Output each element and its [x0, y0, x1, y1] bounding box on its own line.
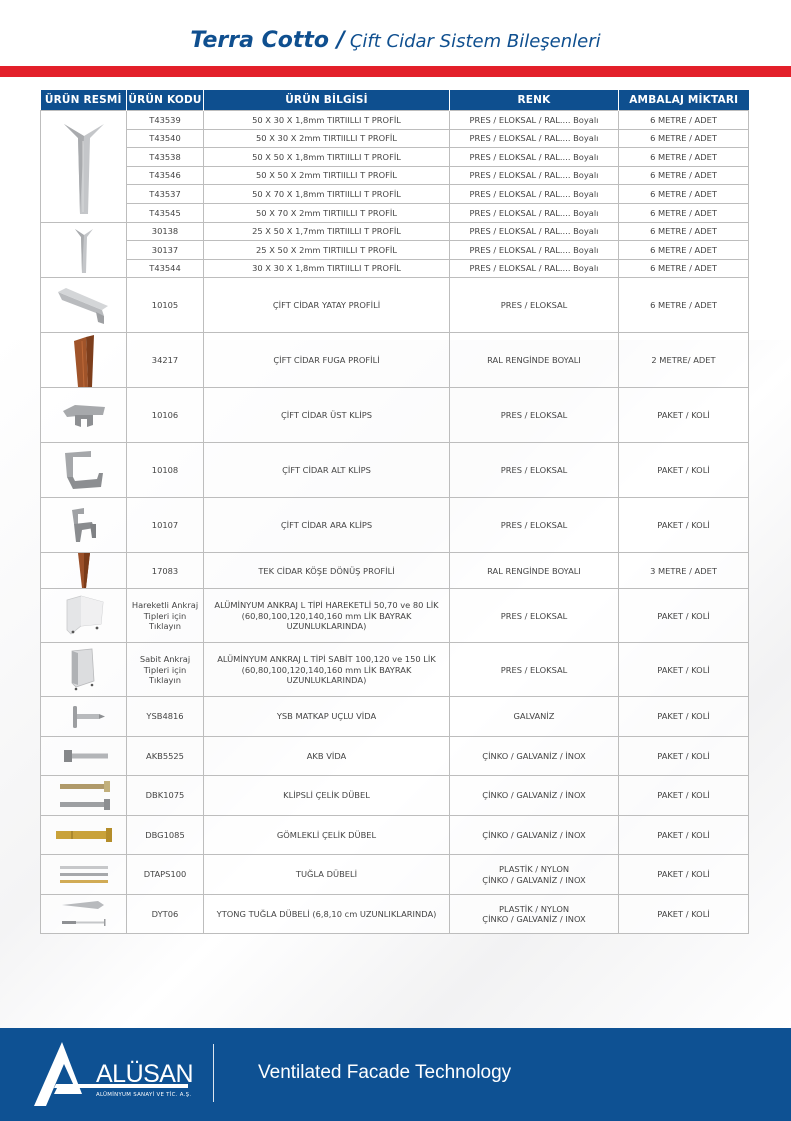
product-code: T43544: [127, 259, 204, 278]
fuga-profile-image: [41, 333, 127, 388]
product-code: 10108: [127, 443, 204, 498]
product-color: PRES / ELOKSAL: [450, 589, 619, 643]
table-row: [41, 736, 749, 776]
product-package: PAKET / KOLİ: [619, 643, 749, 697]
product-package: 6 METRE / ADET: [619, 278, 749, 333]
product-info: ALÜMİNYUM ANKRAJ L TİPİ SABİT 100,120 ve 150 LİK (60,80,100,120,140,160 mm LİK BAYRAK UZUNLUKLARINDA): [204, 643, 450, 697]
product-code: 10105: [127, 278, 204, 333]
product-info: 25 X 50 X 2mm TIRTIILLI T PROFİL: [204, 241, 450, 260]
column-header-package: AMBALAJ MİKTARI: [619, 90, 749, 111]
product-color: ÇİNKO / GALVANİZ / İNOX: [450, 776, 619, 816]
product-code: T43546: [127, 166, 204, 185]
product-package: 6 METRE / ADET: [619, 185, 749, 204]
product-color: PRES / ELOKSAL / RAL.... Boyalı: [450, 166, 619, 185]
product-info: ÇİFT CİDAR YATAY PROFİLİ: [204, 278, 450, 333]
table-row: [41, 241, 749, 260]
table-row: [41, 553, 749, 589]
product-code: 30138: [127, 222, 204, 241]
product-info: 50 X 70 X 1,8mm TIRTIILLI T PROFİL: [204, 185, 450, 204]
product-info: TUĞLA DÜBELİ: [204, 855, 450, 895]
product-info: AKB VİDA: [204, 736, 450, 776]
product-color: PRES / ELOKSAL / RAL.... Boyalı: [450, 185, 619, 204]
product-table: [40, 90, 749, 934]
logo-subtitle: ALÜMİNYUM SANAYİ VE TİC. A.Ş.: [96, 1092, 192, 1098]
product-package: 6 METRE / ADET: [619, 111, 749, 130]
table-row: [41, 166, 749, 185]
product-color: PRES / ELOKSAL: [450, 643, 619, 697]
product-package: 6 METRE / ADET: [619, 203, 749, 222]
table-row: [41, 278, 749, 333]
product-color: PRES / ELOKSAL: [450, 278, 619, 333]
table-row: [41, 776, 749, 816]
product-color-line-2: ÇİNKO / GALVANİZ / INOX: [482, 914, 586, 925]
table-row: [41, 815, 749, 855]
product-package: 6 METRE / ADET: [619, 222, 749, 241]
sleeve-anchor-image: [41, 815, 127, 855]
product-code: 34217: [127, 333, 204, 388]
product-info: 50 X 50 X 1,8mm TIRTIILLI T PROFİL: [204, 148, 450, 167]
column-header-code: ÜRÜN KODU: [127, 90, 204, 111]
product-code: DYT06: [127, 894, 204, 934]
product-package: PAKET / KOLİ: [619, 736, 749, 776]
product-color: PRES / ELOKSAL / RAL.... Boyalı: [450, 111, 619, 130]
product-package: 6 METRE / ADET: [619, 241, 749, 260]
table-row: [41, 498, 749, 553]
product-color-line-1: PLASTİK / NYLON: [498, 864, 570, 875]
corner-profile-image: [41, 553, 127, 589]
top-clip-image: [41, 388, 127, 443]
product-color: RAL RENGİNDE BOYALI: [450, 333, 619, 388]
product-package: 3 METRE / ADET: [619, 553, 749, 589]
column-header-info: ÜRÜN BİLGİSİ: [204, 90, 450, 111]
product-info: ALÜMİNYUM ANKRAJ L TİPİ HAREKETLİ 50,70 ve 80 LİK (60,80,100,120,140,160 mm LİK BAYRAK UZUNLUKLARINDA): [204, 589, 450, 643]
product-package: 6 METRE / ADET: [619, 259, 749, 278]
page-title: [0, 28, 791, 53]
t-profile-small-image: [41, 222, 127, 278]
product-package: PAKET / KOLİ: [619, 815, 749, 855]
table-row: [41, 203, 749, 222]
product-info: 50 X 30 X 2mm TIRTIILLI T PROFİL: [204, 129, 450, 148]
product-code: T43537: [127, 185, 204, 204]
t-profile-large-image: [41, 111, 127, 223]
table-row: [41, 148, 749, 167]
product-package: PAKET / KOLİ: [619, 855, 749, 895]
product-info: ÇİFT CİDAR ÜST KLİPS: [204, 388, 450, 443]
product-code: 30137: [127, 241, 204, 260]
product-package: PAKET / KOLİ: [619, 697, 749, 737]
fixed-anchor-image: [41, 643, 127, 697]
product-package: PAKET / KOLİ: [619, 776, 749, 816]
product-info: YSB MATKAP UÇLU VİDA: [204, 697, 450, 737]
product-color: PRES / ELOKSAL: [450, 498, 619, 553]
alusan-logo: [34, 1042, 194, 1108]
product-color: [450, 855, 619, 895]
fixed-anchor-link[interactable]: Sabit Ankraj Tipleri için Tıklayın: [127, 643, 204, 697]
product-info: 30 X 30 X 1,8mm TIRTIILLI T PROFİL: [204, 259, 450, 278]
product-code: DBK1075: [127, 776, 204, 816]
product-code: T43539: [127, 111, 204, 130]
table-row: [41, 855, 749, 895]
footer-bar: [0, 1028, 791, 1121]
product-color: PRES / ELOKSAL / RAL.... Boyalı: [450, 259, 619, 278]
product-code: T43538: [127, 148, 204, 167]
product-package: PAKET / KOLİ: [619, 589, 749, 643]
table-row: [41, 894, 749, 934]
product-info: 50 X 30 X 1,8mm TIRTIILLI T PROFİL: [204, 111, 450, 130]
table-row: [41, 129, 749, 148]
product-code: DBG1085: [127, 815, 204, 855]
product-color: RAL RENGİNDE BOYALI: [450, 553, 619, 589]
product-package: PAKET / KOLİ: [619, 443, 749, 498]
product-package: PAKET / KOLİ: [619, 388, 749, 443]
table-header-row: [41, 90, 749, 111]
drill-screw-image: [41, 697, 127, 737]
clip-steel-anchor-image: [41, 776, 127, 816]
bottom-clip-image: [41, 443, 127, 498]
column-header-image: ÜRÜN RESMİ: [41, 90, 127, 111]
product-code: T43545: [127, 203, 204, 222]
product-package: PAKET / KOLİ: [619, 894, 749, 934]
red-divider-bar: [0, 66, 791, 77]
table-row: [41, 111, 749, 130]
product-code: YSB4816: [127, 697, 204, 737]
page-title-sub: Çift Cidar Sistem Bileşenleri: [349, 31, 601, 52]
product-info: KLİPSLİ ÇELİK DÜBEL: [204, 776, 450, 816]
product-package: 6 METRE / ADET: [619, 148, 749, 167]
product-package: 6 METRE / ADET: [619, 129, 749, 148]
product-color: [450, 894, 619, 934]
table-row: [41, 333, 749, 388]
movable-anchor-image: [41, 589, 127, 643]
table-row: [41, 259, 749, 278]
product-code: 10106: [127, 388, 204, 443]
product-color-line-1: PLASTİK / NYLON: [498, 903, 570, 914]
product-color: PRES / ELOKSAL / RAL.... Boyalı: [450, 129, 619, 148]
table-row: [41, 589, 749, 643]
table-row: [41, 697, 749, 737]
product-package: PAKET / KOLİ: [619, 498, 749, 553]
product-color: PRES / ELOKSAL: [450, 388, 619, 443]
logo-name: ALÜSAN: [96, 1060, 194, 1088]
product-color: PRES / ELOKSAL / RAL.... Boyalı: [450, 203, 619, 222]
product-info: GÖMLEKLİ ÇELİK DÜBEL: [204, 815, 450, 855]
page-title-main: Terra Cotto /: [190, 28, 345, 53]
product-info: ÇİFT CİDAR ALT KLİPS: [204, 443, 450, 498]
product-package: 2 METRE/ ADET: [619, 333, 749, 388]
product-color: ÇİNKO / GALVANİZ / İNOX: [450, 736, 619, 776]
table-row: [41, 388, 749, 443]
product-color: PRES / ELOKSAL / RAL.... Boyalı: [450, 222, 619, 241]
product-color: ÇİNKO / GALVANİZ / İNOX: [450, 815, 619, 855]
product-code: 10107: [127, 498, 204, 553]
product-info: 25 X 50 X 1,7mm TIRTIILLI T PROFİL: [204, 222, 450, 241]
table-row: [41, 185, 749, 204]
product-color: PRES / ELOKSAL: [450, 443, 619, 498]
product-info: ÇİFT CİDAR ARA KLİPS: [204, 498, 450, 553]
table-row: [41, 643, 749, 697]
product-code: DTAPS100: [127, 855, 204, 895]
product-info: YTONG TUĞLA DÜBELİ (6,8,10 cm UZUNLIKLARINDA): [204, 894, 450, 934]
brick-anchor-image: [41, 855, 127, 895]
table-row: [41, 443, 749, 498]
product-color: PRES / ELOKSAL / RAL.... Boyalı: [450, 241, 619, 260]
movable-anchor-link[interactable]: Hareketli Ankraj Tipleri için Tıklayın: [127, 589, 204, 643]
product-info: 50 X 50 X 2mm TIRTIILLI T PROFİL: [204, 166, 450, 185]
horizontal-profile-image: [41, 278, 127, 333]
footer-divider: [213, 1044, 214, 1102]
table-row: [41, 222, 749, 241]
product-code: AKB5525: [127, 736, 204, 776]
product-code: 17083: [127, 553, 204, 589]
footer-tagline: Ventilated Facade Technology: [258, 1062, 512, 1083]
product-info: 50 X 70 X 2mm TIRTIILLI T PROFİL: [204, 203, 450, 222]
product-color: GALVANİZ: [450, 697, 619, 737]
product-code: T43540: [127, 129, 204, 148]
ytong-anchor-image: [41, 894, 127, 934]
product-info: TEK CİDAR KÖŞE DÖNÜŞ PROFİLİ: [204, 553, 450, 589]
product-package: 6 METRE / ADET: [619, 166, 749, 185]
product-info: ÇİFT CİDAR FUGA PROFİLİ: [204, 333, 450, 388]
column-header-color: RENK: [450, 90, 619, 111]
product-color-line-2: ÇİNKO / GALVANİZ / INOX: [482, 874, 586, 885]
product-color: PRES / ELOKSAL / RAL.... Boyalı: [450, 148, 619, 167]
akb-screw-image: [41, 736, 127, 776]
middle-clip-image: [41, 498, 127, 553]
